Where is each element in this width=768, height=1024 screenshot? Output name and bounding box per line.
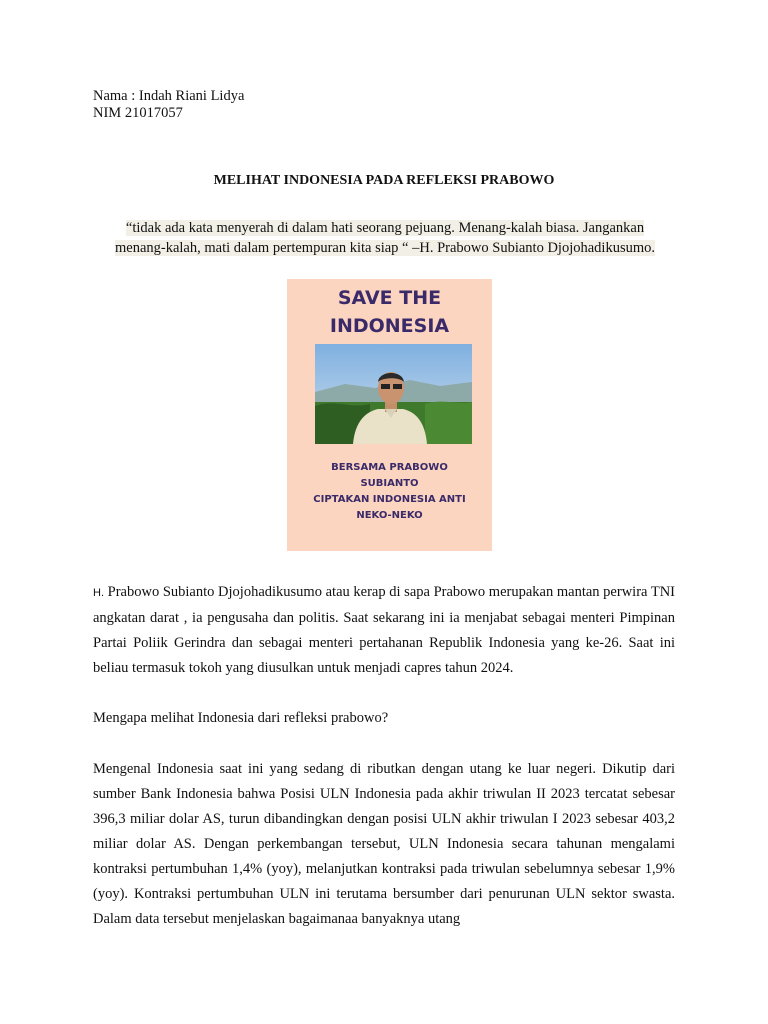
question-heading: Mengapa melihat Indonesia dari refleksi prabowo? [93, 710, 389, 726]
author-nim: NIM 21017057 [93, 105, 183, 121]
poster-subtitle [287, 460, 492, 524]
quote-line-2: menang-kalah, mati dalam pertempuran kita siap “ –H. Prabowo Subianto Djojohadikusumo. [114, 240, 655, 256]
author-block [93, 88, 244, 122]
campaign-poster [287, 279, 492, 551]
poster-sub-line-4: NEKO-NEKO [356, 510, 423, 521]
paragraph-biography [93, 580, 675, 681]
author-name: Nama : Indah Riani Lidya [93, 88, 245, 104]
poster-photo [315, 344, 472, 444]
document-title: MELIHAT INDONESIA PADA REFLEKSI PRABOWO [213, 173, 555, 188]
quote-line-1: “tidak ada kata menyerah di dalam hati seorang pejuang. Menang-kalah biasa. Jangankan [125, 220, 645, 236]
poster-heading-line-2: INDONESIA [329, 315, 450, 337]
paragraph-biography-text: Prabowo Subianto Djojohadikusumo atau kerap di sapa Prabowo merupakan mantan perwira TNI angkatan darat , ia pengusaha dan politis. Saat sekarang ini ia menjabat sebagai menteri Pimpinan Partai Poliik Gerindra dan sebagai menteri pertahanan Republik Indonesia yang ke-26. Saat ini beliau termasuk tokoh yang diusulkan untuk menjadi capres tahun 2024. [93, 584, 675, 676]
paragraph-debt: Mengenal Indonesia saat ini yang sedang di ributkan dengan utang ke luar negeri. Dikutip dari sumber Bank Indonesia bahwa Posisi ULN Indonesia pada akhir triwulan II 2023 tercatat sebesar 396,3 miliar dolar AS, turun dibandingkan dengan posisi ULN akhir triwulan I 2023 sebesar 403,2 miliar dolar AS. Dengan perkembangan tersebut, ULN Indonesia secara tahunan mengalami kontraksi pertumbuhan 1,4% (yoy), melanjutkan kontraksi pada triwulan sebelumnya sebesar 1,9% (yoy). Kontraksi pertumbuhan ULN ini terutama bersumber dari penurunan ULN sektor swasta. Dalam data tersebut menjelaskan bagaimanaa banyaknya utang [93, 761, 675, 927]
poster-heading [287, 284, 492, 340]
poster-sub-line-3: CIPTAKAN INDONESIA ANTI [313, 494, 466, 505]
opening-quote [90, 218, 680, 258]
poster-heading-line-1: SAVE THE [337, 287, 442, 309]
poster-sub-line-2: SUBIANTO [360, 478, 419, 489]
paragraph-initial: H. [93, 587, 104, 599]
poster-sub-line-1: BERSAMA PRABOWO [331, 462, 448, 473]
portrait-photo [315, 344, 472, 444]
